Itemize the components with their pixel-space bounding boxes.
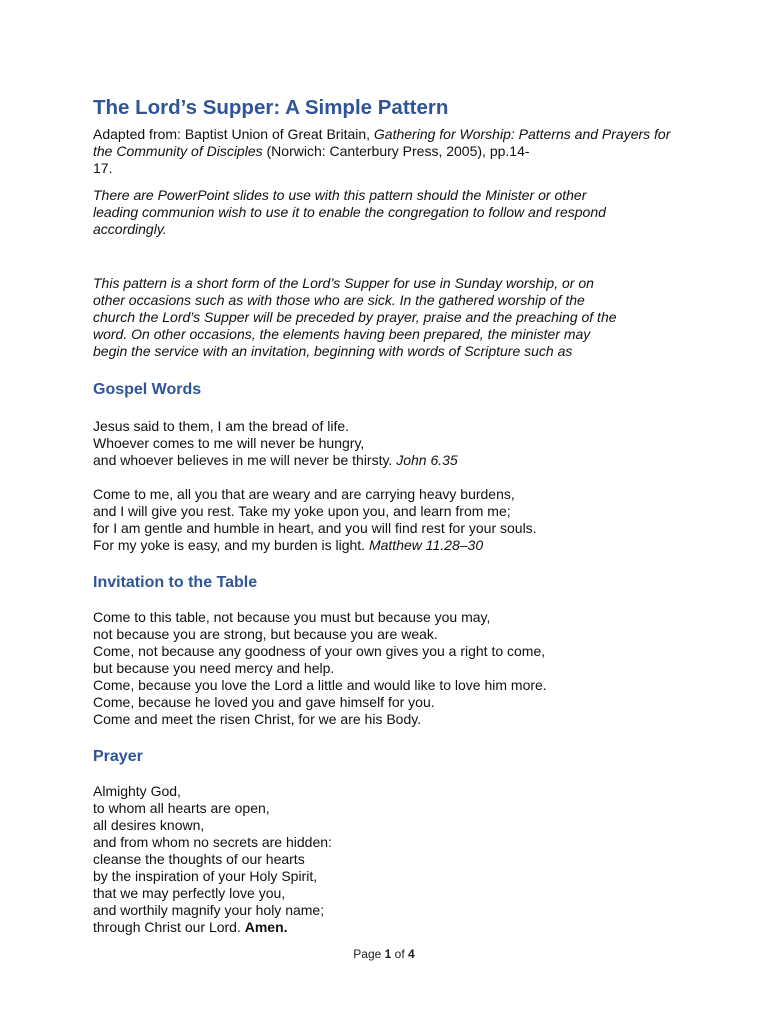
citation-suffix-pages: 17. bbox=[93, 160, 113, 176]
amen-text: Amen. bbox=[244, 919, 288, 935]
prayer-heading: Prayer bbox=[93, 748, 143, 765]
gospel-stanza-2 bbox=[93, 486, 693, 554]
verse-line: Whoever comes to me will never be hungry, bbox=[93, 435, 365, 451]
invitation-line: Come, not because any goodness of your own gives you a right to come, bbox=[93, 643, 546, 659]
invitation-heading: Invitation to the Table bbox=[93, 574, 258, 591]
intro-line: This pattern is a short form of the Lord’s Supper for use in Sunday worship, or on bbox=[93, 275, 594, 291]
gospel-stanza-1 bbox=[93, 418, 693, 469]
verse-line: and whoever believes in me will never be thirsty. John 6.35 bbox=[93, 452, 458, 468]
source-citation bbox=[93, 126, 693, 177]
total-page-count: 4 bbox=[408, 947, 415, 961]
verse-line: For my yoke is easy, and my burden is light. Matthew 11.28–30 bbox=[93, 537, 484, 553]
scripture-reference: Matthew 11.28–30 bbox=[368, 537, 484, 553]
invitation-line: Come, because he loved you and gave himself for you. bbox=[93, 694, 435, 710]
prayer-line: by the inspiration of your Holy Spirit, bbox=[93, 868, 318, 884]
prayer-line: to whom all hearts are open, bbox=[93, 800, 270, 816]
note-line: There are PowerPoint slides to use with this pattern should the Minister or other bbox=[93, 187, 587, 203]
invitation-text bbox=[93, 609, 693, 728]
verse-line: for I am gentle and humble in heart, and you will find rest for your souls. bbox=[93, 520, 537, 536]
gospel-words-heading: Gospel Words bbox=[93, 381, 202, 398]
note-line: accordingly. bbox=[93, 221, 167, 237]
document-page bbox=[93, 96, 693, 936]
intro-line: word. On other occasions, the elements having been prepared, the minister may bbox=[93, 326, 591, 342]
verse-line: and I will give you rest. Take my yoke upon you, and learn from me; bbox=[93, 503, 511, 519]
prayer-line: and from whom no secrets are hidden: bbox=[93, 834, 332, 850]
intro-line: church the Lord’s Supper will be preceded by prayer, praise and the preaching of the bbox=[93, 309, 617, 325]
prayer-line: through Christ our Lord. Amen. bbox=[93, 919, 288, 935]
invitation-line: Come to this table, not because you must but because you may, bbox=[93, 609, 491, 625]
intro-line: begin the service with an invitation, beginning with words of Scripture such as bbox=[93, 343, 573, 359]
scripture-reference: John 6.35 bbox=[396, 452, 458, 468]
document-title: The Lord’s Supper: A Simple Pattern bbox=[93, 96, 449, 119]
citation-prefix: Adapted from: Baptist Union of Great Britain, bbox=[93, 126, 374, 142]
invitation-line: Come and meet the risen Christ, for we are his Body. bbox=[93, 711, 422, 727]
invitation-line: Come, because you love the Lord a little and would like to love him more. bbox=[93, 677, 547, 693]
citation-suffix: (Norwich: Canterbury Press, 2005), pp.14- bbox=[262, 143, 530, 159]
verse-line: Jesus said to them, I am the bread of life. bbox=[93, 418, 350, 434]
prayer-line: that we may perfectly love you, bbox=[93, 885, 286, 901]
prayer-line: cleanse the thoughts of our hearts bbox=[93, 851, 305, 867]
citation-book-title: Gathering for Worship: Patterns and Prayers for the Community of Disciples bbox=[93, 126, 671, 159]
invitation-line: but because you need mercy and help. bbox=[93, 660, 335, 676]
powerpoint-note bbox=[93, 187, 693, 238]
verse-line: Come to me, all you that are weary and are carrying heavy burdens, bbox=[93, 486, 515, 502]
prayer-line: all desires known, bbox=[93, 817, 205, 833]
prayer-line: and worthily magnify your holy name; bbox=[93, 902, 325, 918]
page-footer: Page 1 of 4 bbox=[353, 947, 415, 961]
current-page-number: 1 bbox=[384, 947, 392, 961]
prayer-text bbox=[93, 783, 693, 936]
intro-line: other occasions such as with those who are sick. In the gathered worship of the bbox=[93, 292, 585, 308]
intro-paragraph bbox=[93, 275, 693, 360]
prayer-line: Almighty God, bbox=[93, 783, 181, 799]
note-line: leading communion wish to use it to enable the congregation to follow and respond bbox=[93, 204, 606, 220]
invitation-line: not because you are strong, but because you are weak. bbox=[93, 626, 438, 642]
